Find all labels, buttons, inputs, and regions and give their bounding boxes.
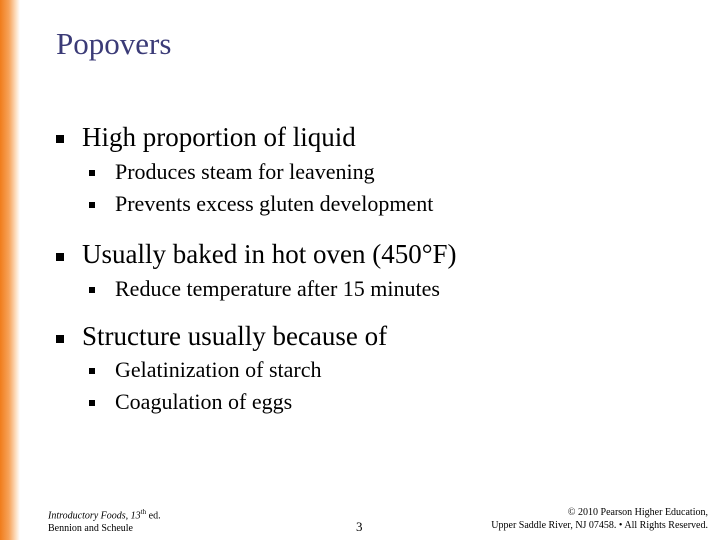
sub-bullet-square-icon [89, 170, 95, 176]
slide-title: Popovers [56, 26, 172, 61]
footer-book-title: Introductory Foods, 13 [48, 510, 141, 522]
sub-bullet-square-icon [89, 287, 95, 293]
sub-bullet-square-icon [89, 202, 95, 208]
footer-edition-suffix: th [140, 508, 147, 516]
orange-side-accent-bar [0, 0, 20, 540]
bullet-square-icon [56, 335, 64, 343]
sub-bullet-text: Coagulation of eggs [115, 389, 293, 414]
sub-bullet-text: Produces steam for leavening [115, 159, 375, 184]
footer-copyright-line1: © 2010 Pearson Higher Education, [567, 507, 708, 518]
page-number: 3 [356, 519, 363, 534]
bullet-text: Usually baked in hot oven (450°F) [82, 239, 457, 269]
bullet-text: High proportion of liquid [82, 122, 356, 152]
bullet-square-icon [56, 135, 64, 143]
sub-bullet-text: Prevents excess gluten development [115, 191, 434, 216]
sub-bullet-square-icon [89, 368, 95, 374]
bullet-square-icon [56, 253, 64, 261]
bullet-text: Structure usually because of [82, 321, 388, 351]
footer-edition-tail: ed. [146, 510, 161, 522]
footer-authors: Bennion and Scheule [48, 523, 133, 535]
footer-book-citation [48, 506, 161, 535]
footer-copyright-line2: Upper Saddle River, NJ 07458. • All Rights Reserved. [491, 520, 708, 531]
sub-bullet-square-icon [89, 400, 95, 406]
sub-bullet-text: Reduce temperature after 15 minutes [115, 276, 440, 301]
sub-bullet-text: Gelatinization of starch [115, 357, 322, 382]
footer-copyright [491, 506, 708, 532]
